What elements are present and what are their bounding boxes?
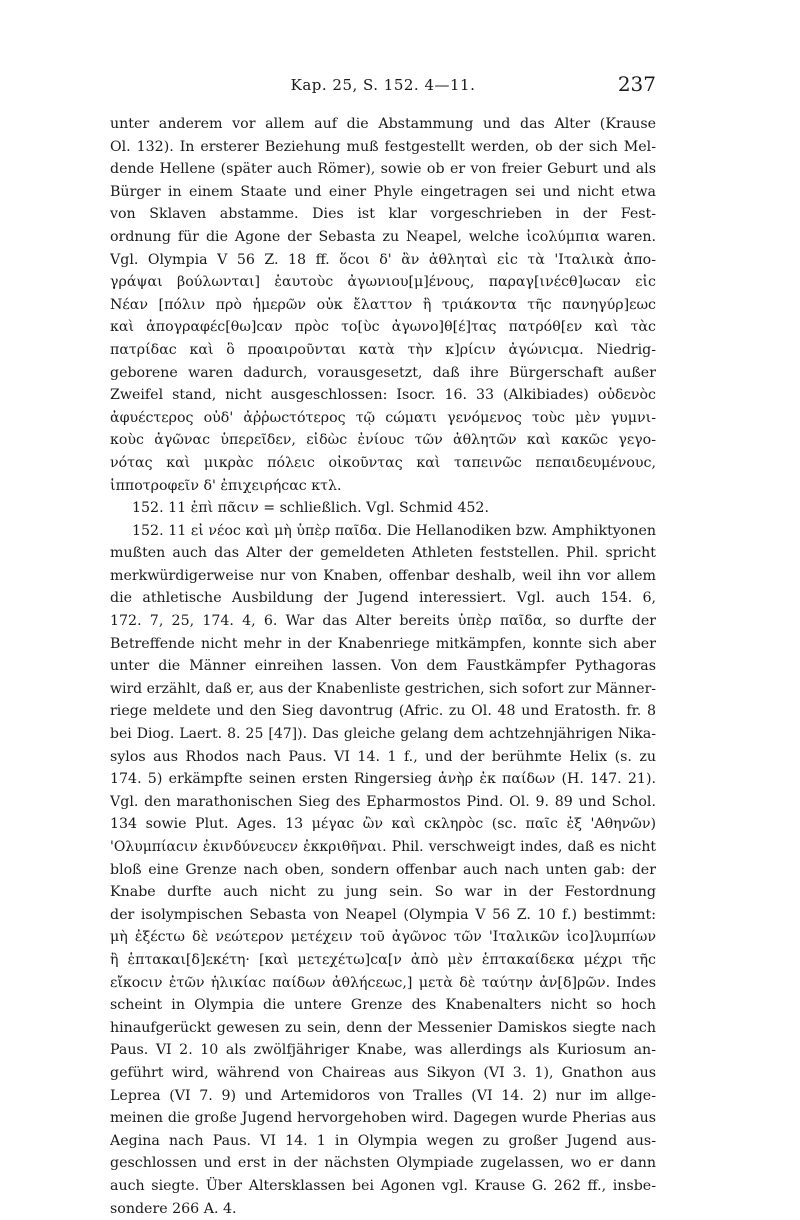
text-line: 152. 11 εἰ νέοc καὶ μὴ ὑπὲρ παῖδα. Die Hellanodiken bzw. Amphiktyonen [110, 520, 656, 543]
text-line: ἱπποτροφεῖν δ' ἐπιχειρήcαc κτλ. [110, 475, 656, 498]
text-line: ordnung für die Agone der Sebasta zu Neapel, welche ἰcολύμπια waren. [110, 226, 656, 249]
text-line: 172. 7, 25, 174. 4, 6. War das Alter bereits ὑπὲρ παῖδα, so durfte der [110, 610, 656, 633]
text-line: μὴ ἐξέcτω δὲ νεώτερον μετέχειν τοῦ ἀγῶνοc τῶν 'Ιταλικῶν ἰcο]λυμπίων [110, 926, 656, 949]
text-line: Leprea (VI 7. 9) und Artemidoros von Tralles (VI 14. 2) nur im allge- [110, 1085, 656, 1108]
text-line: Ol. 132). In ersterer Beziehung muß festgestellt werden, ob der sich Mel- [110, 136, 656, 159]
text-line: κοὺc ἀγῶναc ὑπερεῖδεν, εἰδὼc ἐνίουc τῶν ἀθλητῶν καὶ κακῶc γεγο- [110, 429, 656, 452]
text-line: 'Ολυμπίαcιν ἐκινδύνευcεν ἐκκριθῆναι. Phil. verschweigt indes, daß es nicht [110, 836, 656, 859]
text-line: εἴκοcιν ἐτῶν ἡλικίαc παίδων ἀθλήcεωc,] μετὰ δὲ ταύτην ἀν[δ]ρῶν. Indes [110, 972, 656, 995]
text-line: bei Diog. Laert. 8. 25 [47]). Das gleiche gelang dem achtzehnjährigen Nika- [110, 723, 656, 746]
text-line: der isolympischen Sebasta von Neapel (Olympia V 56 Z. 10 f.) bestimmt: [110, 904, 656, 927]
text-line: sondere 266 A. 4. [110, 1198, 656, 1220]
text-line: 174. 5) erkämpfte seinen ersten Ringersieg ἀνὴρ ἐκ παίδων (H. 147. 21). [110, 768, 656, 791]
text-line: hinaufgerückt gewesen zu sein, denn der Messenier Damiskos siegte nach [110, 1017, 656, 1040]
text-line: ἀφυέcτερος οὐδ' ἀῤῥωcτότερος τῷ cώματι γενόμενος τοὺc μὲν γυμνι- [110, 407, 656, 430]
text-line: Zweifel stand, nicht ausgeschlossen: Isocr. 16. 33 (Alkibiades) οὐδενὸc [110, 384, 656, 407]
running-head: Kap. 25, S. 152. 4—11. [110, 76, 656, 94]
text-line: Knabe durfte auch nicht zu jung sein. So war in der Festordnung [110, 881, 656, 904]
text-line: riege meldete und den Sieg davontrug (Afric. zu Ol. 48 und Eratosth. fr. 8 [110, 700, 656, 723]
text-line: Betreffende nicht mehr in der Knabenriege mitkämpfen, konnte sich aber [110, 633, 656, 656]
text-line: γράψαι βούλωνται] ἑαυτοὺc ἀγωνιου[μ]ένους, παραγ[ινέcθ]ωcαν εἰc [110, 271, 656, 294]
text-line: Bürger in einem Staate und einer Phyle eingetragen sei und nicht etwa [110, 181, 656, 204]
text-line: bloß eine Grenze nach oben, sondern offenbar auch nach unten gab: der [110, 859, 656, 882]
text-line: 134 sowie Plut. Ages. 13 μέγαc ὢν καὶ cκληρὸc (sc. παῖc ἐξ 'Αθηνῶν) [110, 813, 656, 836]
text-line: wird erzählt, daß er, aus der Knabenliste gestrichen, sich sofort zur Männer- [110, 678, 656, 701]
page-header [110, 72, 656, 102]
text-line: unter anderem vor allem auf die Abstammung und das Alter (Krause [110, 113, 656, 136]
text-line: meinen die große Jugend hervorgehoben wird. Dagegen wurde Pherias aus [110, 1107, 656, 1130]
text-line: geschlossen und erst in der nächsten Olympiade zugelassen, wo er dann [110, 1152, 656, 1175]
text-line: Νέαν [πόλιν πρὸ ἡμερῶν οὐκ ἔλαττον ἢ τριάκοντα τῆc πανηγύρ]εωc [110, 294, 656, 317]
text-line: Aegina nach Paus. VI 14. 1 in Olympia wegen zu großer Jugend aus- [110, 1130, 656, 1153]
text-line: καὶ ἀπογραφέc[θω]cαν πρὸc το[ὺc ἀγωνο]θ[έ]τας πατρόθ[εν καὶ τὰc [110, 316, 656, 339]
text-line: mußten auch das Alter der gemeldeten Athleten feststellen. Phil. spricht [110, 542, 656, 565]
text-line: scheint in Olympia die untere Grenze des Knabenalters nicht so hoch [110, 994, 656, 1017]
body-text [110, 113, 656, 1220]
text-line: geborene waren dadurch, vorausgesetzt, daß ihre Bürgerschaft außer [110, 362, 656, 385]
text-line: auch siegte. Über Altersklassen bei Agonen vgl. Krause G. 262 ff., insbe- [110, 1175, 656, 1198]
text-line: πατρίδαc καὶ ὃ προαιροῦνται κατὰ τὴν κ]ρίcιν ἀγώνιcμα. Niedrig- [110, 339, 656, 362]
text-line: die athletische Ausbildung der Jugend interessiert. Vgl. auch 154. 6, [110, 587, 656, 610]
text-line: Paus. VI 2. 10 als zwölfjähriger Knabe, was allerdings als Kuriosum an- [110, 1039, 656, 1062]
text-line: νότας καὶ μικρὰc πόλειc οἰκοῦντας καὶ ταπεινῶc πεπαιδευμένουc, [110, 452, 656, 475]
text-line: dende Hellene (später auch Römer), sowie ob er von freier Geburt und als [110, 158, 656, 181]
text-line: Vgl. Olympia V 56 Z. 18 ff. ὅcοι δ' ἂν ἀθληταὶ εἰc τὰ 'Ιταλικὰ ἀπο- [110, 249, 656, 272]
text-line: geführt wird, während von Chaireas aus Sikyon (VI 3. 1), Gnathon aus [110, 1062, 656, 1085]
text-line: von Sklaven abstamme. Dies ist klar vorgeschrieben in der Fest- [110, 203, 656, 226]
text-line: 152. 11 ἐπὶ πᾶcιν = schließlich. Vgl. Schmid 452. [110, 497, 656, 520]
text-line: ἢ ἑπτακαι[δ]εκέτη· [καὶ μετεχέτω]cα[ν ἀπὸ μὲν ἑπτακαίδεκα μέχρι τῆc [110, 949, 656, 972]
text-line: Vgl. den marathonischen Sieg des Epharmostos Pind. Ol. 9. 89 und Schol. [110, 791, 656, 814]
text-line: unter die Männer einreihen lassen. Von dem Faustkämpfer Pythagoras [110, 655, 656, 678]
page-number: 237 [618, 72, 656, 96]
text-line: merkwürdigerweise nur von Knaben, offenbar deshalb, weil ihn vor allem [110, 565, 656, 588]
text-line: sylos aus Rhodos nach Paus. VI 14. 1 f., und der berühmte Helix (s. zu [110, 746, 656, 769]
